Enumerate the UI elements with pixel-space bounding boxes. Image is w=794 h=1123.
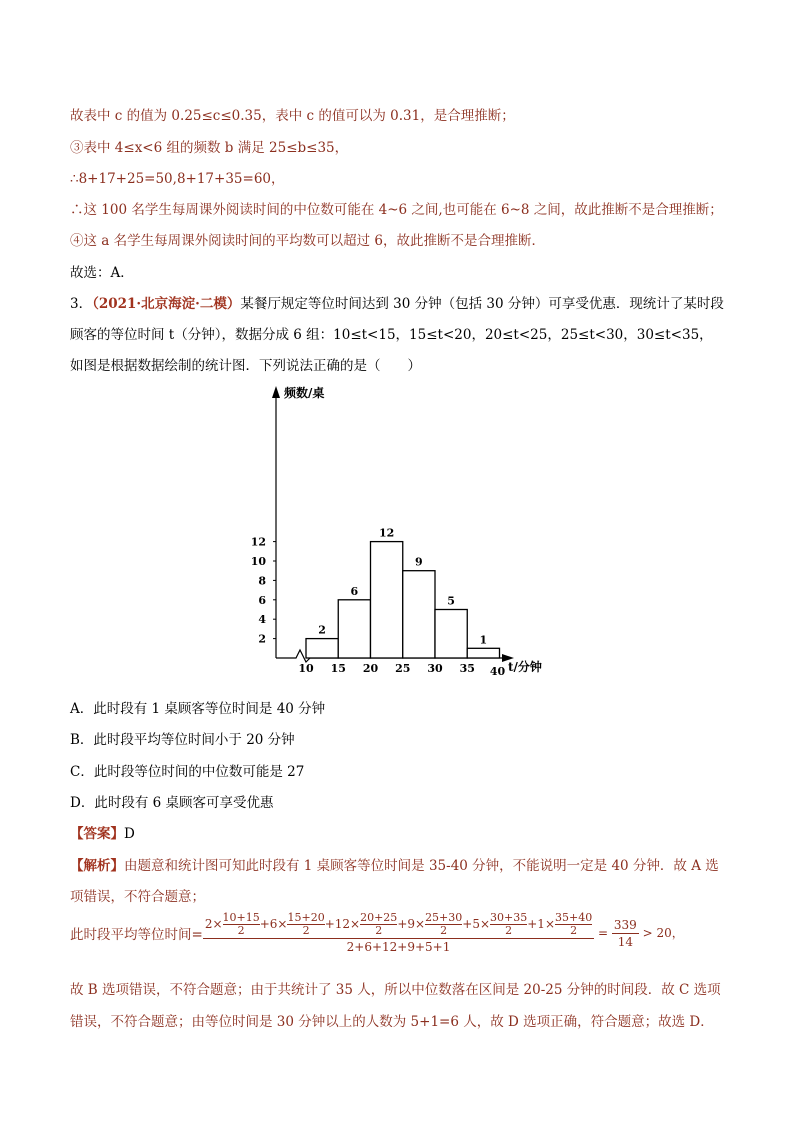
question-stem-3: 如图是根据数据绘制的统计图．下列说法正确的是（ ） — [70, 358, 421, 374]
analysis-line-4: 错误，不符合题意；由等位时间是 30 分钟以上的人数为 5+1=6 人，故 D 选项正确，符合题意；故选 D． — [70, 1014, 714, 1030]
analysis-formula — [70, 912, 684, 954]
circled-mark-3: ③ — [70, 140, 84, 156]
x-tick-label-10: 10 — [298, 662, 314, 675]
analysis-line-2: 项错误，不符合题意； — [70, 889, 205, 905]
histogram-bar-20-25 — [371, 542, 403, 658]
option-c: C．此时段等位时间的中位数可能是 27 — [70, 764, 305, 780]
analysis-line-1 — [70, 854, 719, 874]
option-a: A．此时段有 1 桌顾客等位时间是 40 分钟 — [70, 701, 326, 717]
bar-data-label-25-30: 9 — [415, 555, 423, 569]
y-tick-label-12: 12 — [250, 535, 266, 549]
solution-line-6: 故选：A． — [70, 265, 134, 281]
option-b: B．此时段平均等位时间小于 20 分钟 — [70, 732, 295, 748]
solution-line-2-text: 表中 4≤x<6 组的频数 b 满足 25≤b≤35， — [83, 140, 349, 156]
x-tick-label-15: 15 — [330, 662, 346, 675]
solution-line-4: ∴这 100 名学生每周课外阅读时间的中位数可能在 4~6 之间,也可能在 6~8 之间，故此推断不是合理推断； — [70, 202, 723, 218]
bar-data-label-30-35: 5 — [447, 594, 455, 608]
option-d: D．此时段有 6 桌顾客可享受优惠 — [70, 795, 274, 811]
solution-line-5 — [70, 229, 545, 249]
solution-line-1: 故表中 c 的值为 0.25≤c≤0.35，表中 c 的值可以为 0.31，是合理推断； — [70, 108, 515, 124]
bar-data-label-10-15: 2 — [318, 623, 326, 637]
histogram-chart — [250, 378, 550, 683]
analysis-text-1: 由题意和统计图可知此时段有 1 桌顾客等位时间是 35-40 分钟，不能说明一定是 40 分钟．故 A 选 — [124, 858, 719, 874]
question-source: （2021·北京海淀·二模） — [92, 296, 241, 312]
bar-data-label-20-25: 12 — [378, 526, 395, 540]
y-axis-label: 频数/桌 — [284, 386, 325, 400]
formula-denominator: 2+6+12+9+5+1 — [346, 940, 451, 954]
bar-data-label-15-20: 6 — [350, 584, 359, 598]
answer-line — [70, 822, 135, 842]
y-tick-label-8: 8 — [258, 574, 266, 588]
formula-prefix: 此时段平均等位时间= — [70, 927, 203, 943]
x-axis-break — [276, 650, 310, 662]
x-axis-label: t/分钟 — [508, 660, 542, 674]
formula-numerator: 2× $\frac{10+15}{2}$ +6× $\frac{15+20}{2}$ +12× $\frac{20+25}{2}$ +9× $\frac{25+30}{2}$ +5× $\frac{30+35}{2}$ +1× $\frac{35+40}{2}$ — [204, 911, 593, 937]
histogram-bar-30-35 — [435, 610, 467, 659]
x-tick-label-20: 20 — [362, 662, 379, 675]
y-axis-arrow — [272, 386, 280, 398]
y-tick-label-10: 10 — [250, 555, 266, 568]
question-stem-1-text: 某餐厅规定等位时间达到 30 分钟（包括 30 分钟）可享受优惠．现统计了某时段 — [240, 296, 724, 312]
formula-fraction — [203, 912, 594, 954]
histogram-bar-25-30 — [403, 571, 435, 658]
question-number: 3． — [70, 296, 93, 312]
analysis-line-3: 故 B 选项错误，不符合题意；由于共统计了 35 人，所以中位数落在区间是 20-25 分钟的时间段．故 C 选项 — [70, 982, 721, 998]
histogram-bar-15-20 — [338, 600, 370, 658]
histogram-bar-35-40 — [467, 648, 499, 658]
y-tick-label-6: 6 — [258, 593, 266, 607]
solution-line-3: ∴8+17+25=50,8+17+35=60， — [70, 171, 285, 187]
circled-mark-4: ④ — [70, 233, 84, 249]
x-tick-label-25: 25 — [395, 662, 411, 675]
question-stem-2: 顾客的等位时间 t（分钟），数据分成 6 组：10≤t<15，15≤t<20，20≤t<25，25≤t<30，30≤t<35， — [70, 327, 713, 343]
y-tick-label-2: 2 — [258, 632, 266, 646]
bar-data-label-35-40: 1 — [479, 633, 488, 647]
x-tick-label-35: 35 — [459, 662, 475, 675]
formula-result: = $\frac{339}{14}$ > 20， — [594, 917, 684, 949]
y-tick-label-4: 4 — [258, 613, 266, 627]
x-tick-label-30: 30 — [427, 662, 443, 675]
answer-label: 【答案】 — [70, 826, 124, 842]
solution-line-2 — [70, 136, 348, 156]
histogram-bar-10-15 — [306, 639, 338, 658]
answer-value: D — [124, 826, 135, 842]
analysis-label: 【解析】 — [70, 858, 124, 874]
question-stem-1 — [70, 292, 724, 312]
x-tick-label-40: 40 — [489, 665, 506, 678]
solution-line-5-text: 这 a 名学生每周课外阅读时间的平均数可以超过 6，故此推断不是合理推断． — [83, 233, 546, 249]
